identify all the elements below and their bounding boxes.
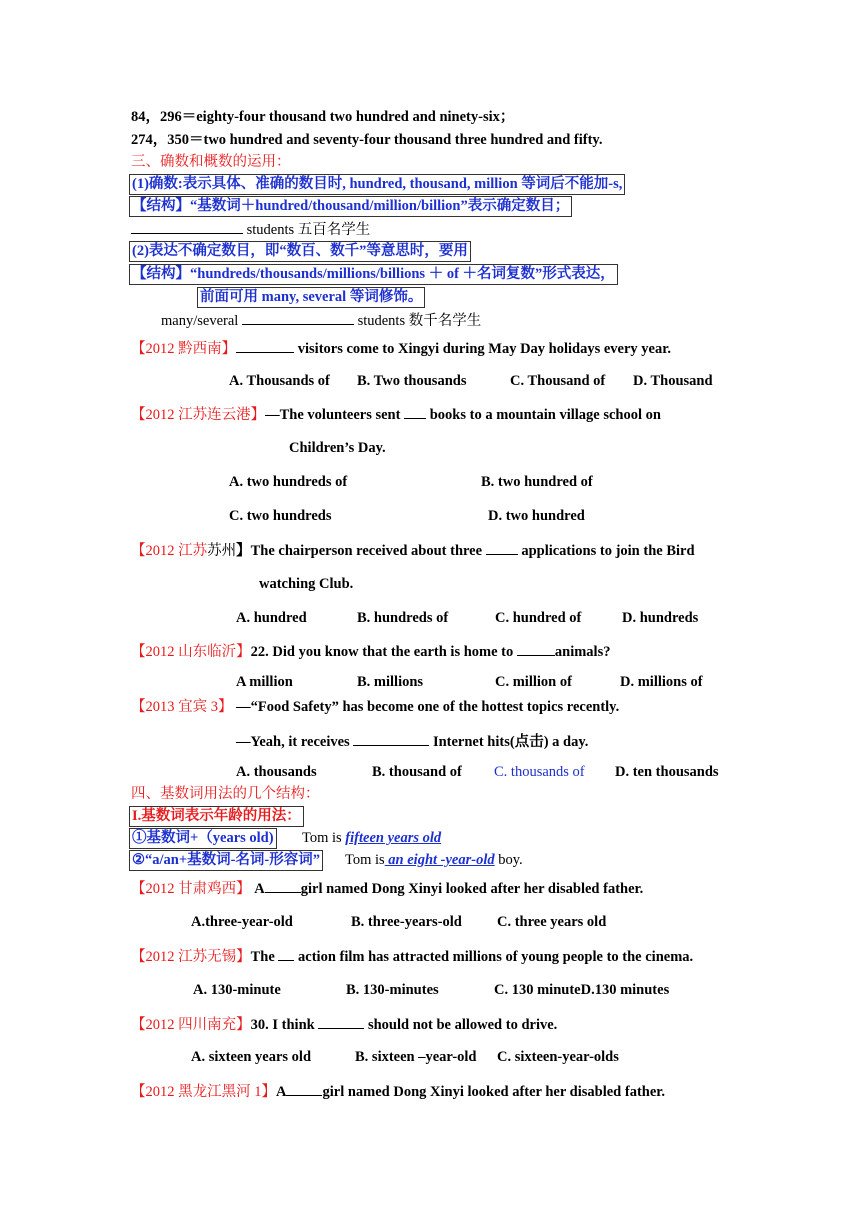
q8-option-a[interactable]: A. sixteen years old — [191, 1049, 312, 1065]
question-text: should not be allowed to drive. — [364, 1017, 558, 1033]
q6-option-a[interactable]: A.three-year-old — [191, 914, 293, 930]
question-text: animals? — [554, 644, 611, 660]
example-text: boy. — [494, 852, 523, 868]
q4-option-a[interactable]: A million — [236, 674, 293, 690]
answer-blank[interactable] — [242, 310, 354, 325]
q1-option-a[interactable]: A. Thousands of — [229, 373, 330, 389]
question-text: action film has attracted millions of young people to the cinema. — [294, 949, 694, 965]
question-1-stem — [131, 338, 671, 359]
q5-option-b[interactable]: B. thousand of — [372, 764, 462, 780]
question-2-stem — [131, 404, 661, 425]
question-5-reply — [236, 731, 588, 752]
question-source-bracket: 】 — [236, 543, 251, 559]
question-source-tag: 【2012 四川南充】 — [131, 1017, 251, 1033]
q3-option-a[interactable]: A. hundred — [236, 610, 307, 626]
definite-structure-box: 【结构】“基数词＋hundred/thousand/million/billion”表示确定数目； — [129, 196, 572, 217]
question-5-stem — [131, 697, 619, 717]
students-text: students 五百名学生 — [243, 222, 371, 238]
q6-option-c[interactable]: C. three years old — [497, 914, 607, 930]
question-7-stem — [131, 946, 693, 967]
age-structure-1-box: ①基数词+（years old) — [129, 828, 277, 849]
q5-option-d[interactable]: D. ten thousands — [615, 764, 719, 780]
question-text: 30. I think — [250, 1017, 319, 1033]
answer-blank[interactable] — [318, 1014, 364, 1029]
question-text: A — [250, 881, 265, 897]
question-source-tag: 【2012 江苏 — [131, 543, 208, 559]
question-4-stem — [131, 641, 610, 662]
question-9-stem — [131, 1081, 665, 1102]
answer-blank[interactable] — [278, 946, 294, 961]
answer-blank[interactable] — [236, 338, 294, 353]
question-text: books to a mountain village school on — [426, 407, 661, 423]
q7-option-a[interactable]: A. 130-minute — [193, 982, 281, 998]
indefinite-structure-box: 【结构】“hundreds/thousands/millions/billions ＋ of ＋名词复数”形式表达， — [129, 264, 618, 285]
answer-blank[interactable] — [486, 540, 518, 555]
answer-blank[interactable] — [286, 1081, 322, 1096]
question-text: —The volunteers sent — [265, 407, 405, 423]
q8-option-c[interactable]: C. sixteen-year-olds — [497, 1049, 619, 1065]
q5-option-c[interactable]: C. thousands of — [494, 764, 585, 780]
example-line-1: 84，296＝eighty-four thousand two hundred and ninety-six； — [131, 109, 515, 125]
question-source-city: 苏州 — [207, 543, 237, 559]
age-example-1 — [302, 828, 441, 848]
question-text: The — [250, 949, 279, 965]
question-2-stem-cont: Children’s Day. — [289, 440, 386, 456]
question-text: girl named Dong Xinyi looked after her disabled father. — [322, 1084, 665, 1100]
many-several-text: many/several — [161, 313, 239, 329]
example-highlight: an eight -year-old — [384, 852, 495, 868]
q2-option-a[interactable]: A. two hundreds of — [229, 474, 348, 490]
section-3-title: 三、确数和概数的运用： — [131, 154, 291, 170]
q8-option-b[interactable]: B. sixteen –year-old — [355, 1049, 477, 1065]
example-text: Tom is — [345, 852, 385, 868]
question-text: The chairperson received about three — [250, 543, 486, 559]
q3-option-b[interactable]: B. hundreds of — [357, 610, 449, 626]
modifier-note-box: 前面可用 many, several 等词修饰。 — [197, 287, 425, 308]
students-line-1 — [131, 219, 370, 240]
question-source-tag: 【2012 黔西南】 — [131, 341, 237, 357]
q7-option-b[interactable]: B. 130-minutes — [346, 982, 439, 998]
answer-blank[interactable] — [131, 219, 243, 234]
students-text: students 数千名学生 — [353, 313, 482, 329]
q4-option-d[interactable]: D. millions of — [620, 674, 703, 690]
age-structure-2-box: ②“a/an+基数词-名词-形容词” — [129, 850, 323, 871]
question-6-stem — [131, 878, 643, 899]
q3-option-d[interactable]: D. hundreds — [622, 610, 699, 626]
q3-option-c[interactable]: C. hundred of — [495, 610, 582, 626]
q2-option-d[interactable]: D. two hundred — [488, 508, 585, 524]
question-source-tag: 【2012 江苏连云港】 — [131, 407, 266, 423]
answer-blank[interactable] — [265, 878, 301, 893]
example-line-2: 274，350＝two hundred and seventy-four thousand three hundred and fifty. — [131, 132, 603, 148]
example-text: Tom is — [302, 830, 346, 846]
question-3-stem-cont: watching Club. — [259, 576, 354, 592]
example-highlight: fifteen years old — [345, 830, 442, 846]
q4-option-b[interactable]: B. millions — [357, 674, 424, 690]
question-text: 22. Did you know that the earth is home to — [250, 644, 517, 660]
q1-option-b[interactable]: B. Two thousands — [357, 373, 467, 389]
answer-blank[interactable] — [353, 731, 429, 746]
students-line-2 — [161, 310, 481, 331]
q1-option-d[interactable]: D. Thousand — [633, 373, 713, 389]
question-8-stem — [131, 1014, 557, 1035]
q7-option-c[interactable]: C. 130 minuteD.130 minutes — [494, 982, 670, 998]
indefinite-number-box: (2)表达不确定数目，即“数百、数千”等意思时，要用 — [129, 241, 471, 262]
question-text: applications to join the Bird — [517, 543, 695, 559]
q2-option-b[interactable]: B. two hundred of — [481, 474, 593, 490]
definite-number-box: (1)确数:表示具体、准确的数目时, hundred, thousand, million 等词后不能加-s, — [129, 174, 625, 195]
question-text: —“Food Safety” has become one of the hottest topics recently. — [232, 699, 620, 715]
question-source-tag: 【2013 宜宾 3】 — [131, 699, 233, 715]
q2-option-c[interactable]: C. two hundreds — [229, 508, 332, 524]
section-4-title: 四、基数词用法的几个结构： — [131, 786, 320, 802]
q1-option-c[interactable]: C. Thousand of — [510, 373, 606, 389]
age-example-2 — [345, 850, 523, 870]
answer-blank[interactable] — [517, 641, 555, 656]
question-source-tag: 【2012 甘肃鸡西】 — [131, 881, 251, 897]
question-3-stem — [131, 540, 695, 561]
question-source-tag: 【2012 黑龙江黑河 1】 — [131, 1084, 276, 1100]
answer-blank[interactable] — [404, 404, 426, 419]
q4-option-c[interactable]: C. million of — [495, 674, 572, 690]
q6-option-b[interactable]: B. three-years-old — [351, 914, 462, 930]
question-text: —Yeah, it receives — [236, 734, 354, 750]
q5-option-a[interactable]: A. thousands — [236, 764, 317, 780]
question-source-tag: 【2012 山东临沂】 — [131, 644, 251, 660]
question-text: visitors come to Xingyi during May Day holidays every year. — [294, 341, 671, 357]
question-text: A — [276, 1084, 287, 1100]
question-text: girl named Dong Xinyi looked after her disabled father. — [300, 881, 644, 897]
question-source-tag: 【2012 江苏无锡】 — [131, 949, 251, 965]
question-text: Internet hits(点击) a day. — [429, 734, 589, 750]
age-usage-box: I.基数词表示年龄的用法： — [129, 806, 304, 827]
